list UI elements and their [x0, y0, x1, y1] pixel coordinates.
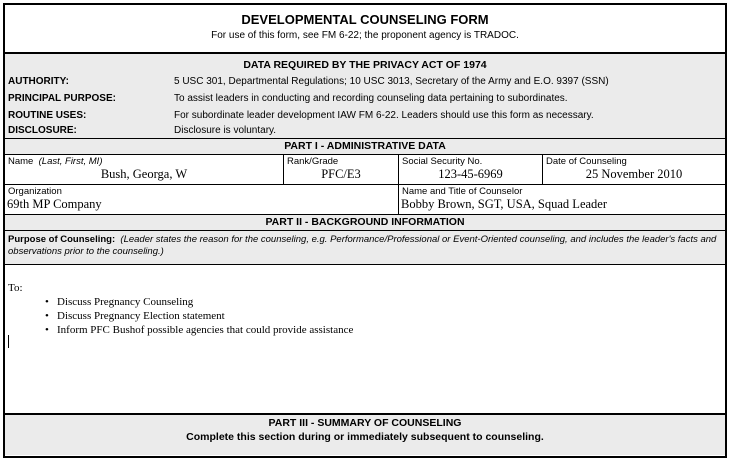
rank-field[interactable]: PFC/E3: [321, 167, 361, 181]
organization-cell: [5, 185, 399, 214]
bullet-icon: •: [45, 310, 49, 322]
bullet-icon: •: [45, 296, 49, 308]
list-item: [45, 310, 225, 322]
part3-subheading: Complete this section during or immediately subsequent to counseling.: [186, 431, 544, 443]
text-cursor: [8, 335, 9, 348]
name-label-line: [5, 155, 283, 167]
name-field[interactable]: Bush, Georga, W: [100, 167, 188, 181]
bullet-text: Discuss Pregnancy Election statement: [57, 310, 225, 322]
part2-heading: PART II - BACKGROUND INFORMATION: [5, 215, 725, 231]
date-label: Date of Counseling: [546, 156, 627, 167]
principal-purpose-label: PRINCIPAL PURPOSE:: [8, 93, 116, 104]
admin-row-1: [5, 155, 725, 185]
name-label: Name: [8, 156, 34, 167]
routine-uses-value: For subordinate leader development IAW FM 6-22. Leaders should use this form as necessary.: [174, 110, 594, 121]
authority-label: AUTHORITY:: [8, 76, 69, 87]
privacy-act-section: [5, 54, 725, 139]
counselor-label: Name and Title of Counselor: [402, 186, 523, 197]
part3-heading: PART III - SUMMARY OF COUNSELING: [268, 417, 462, 429]
purpose-of-counseling: [5, 231, 725, 265]
form-title: DEVELOPMENTAL COUNSELING FORM: [241, 12, 489, 27]
purpose-hint: (Leader states the reason for the counseling, e.g. Performance/Professional or Event-Oriented counseling, and includes the leader's facts and observations prior to the counseling.): [8, 234, 717, 257]
counselor-field[interactable]: Bobby Brown, SGT, USA, Squad Leader: [401, 197, 607, 211]
ssn-label: Social Security No.: [402, 156, 483, 167]
bullet-icon: •: [45, 324, 49, 336]
form-title-block: [5, 5, 725, 54]
admin-row-2: [5, 185, 725, 215]
date-field[interactable]: 25 November 2010: [585, 167, 683, 181]
privacy-act-heading: DATA REQUIRED BY THE PRIVACY ACT OF 1974: [243, 59, 487, 71]
background-text-area[interactable]: [5, 265, 725, 415]
purpose-label: Purpose of Counseling:: [8, 234, 116, 245]
list-item: [45, 296, 193, 308]
organization-label: Organization: [8, 186, 62, 197]
authority-value: 5 USC 301, Departmental Regulations; 10 USC 3013, Secretary of the Army and E.O. 9397 (SSN): [174, 76, 609, 87]
date-cell: [543, 155, 725, 184]
counseling-form: [3, 3, 727, 458]
routine-uses-label: ROUTINE USES:: [8, 110, 87, 121]
rank-label: Rank/Grade: [287, 156, 339, 167]
part1-heading: PART I - ADMINISTRATIVE DATA: [5, 139, 725, 155]
to-label: To:: [8, 282, 23, 294]
rank-cell: [284, 155, 399, 184]
list-item: [45, 324, 353, 336]
name-cell: [5, 155, 284, 184]
principal-purpose-value: To assist leaders in conducting and recording counseling data pertaining to subordinates.: [174, 93, 568, 104]
form-subtitle: For use of this form, see FM 6-22; the proponent agency is TRADOC.: [211, 30, 519, 41]
disclosure-label: DISCLOSURE:: [8, 125, 77, 136]
part3-section: [5, 415, 725, 455]
ssn-field[interactable]: 123-45-6969: [438, 167, 503, 181]
name-hint: (Last, First, MI): [38, 156, 103, 167]
organization-field[interactable]: 69th MP Company: [7, 197, 102, 211]
disclosure-value: Disclosure is voluntary.: [174, 125, 277, 136]
ssn-cell: [399, 155, 543, 184]
bullet-text: Inform PFC Bushof possible agencies that could provide assistance: [57, 324, 354, 336]
bullet-text: Discuss Pregnancy Counseling: [57, 296, 194, 308]
counselor-cell: [399, 185, 725, 214]
